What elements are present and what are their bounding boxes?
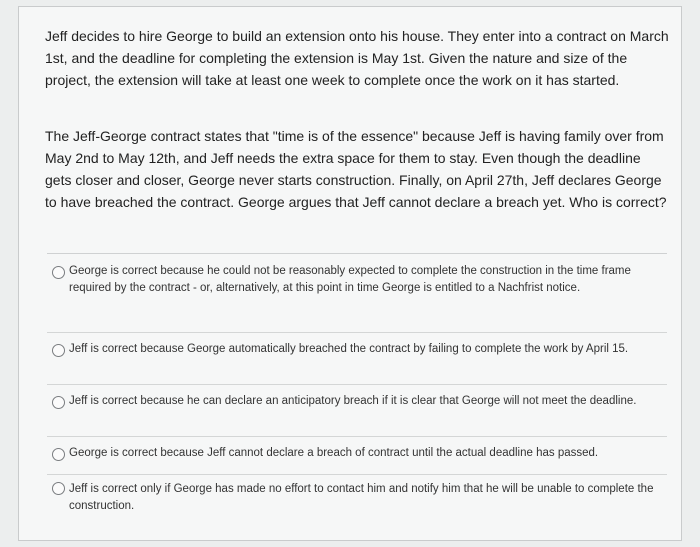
answer-option-4[interactable] <box>47 437 667 475</box>
answer-option-label: Jeff is correct because he can declare an anticipatory breach if it is clear that George will not meet the deadline. <box>69 395 637 407</box>
radio-button-icon[interactable] <box>52 396 65 409</box>
question-paragraph-1: Jeff decides to hire George to build an extension onto his house. They enter into a contract on March 1st, and the deadline for completing the extension is May 1st. Given the nature and size of the project, the extension will take at least one week to complete once the work on it has started. <box>45 28 669 88</box>
answer-option-1[interactable] <box>47 261 667 333</box>
answer-option-label: George is correct because Jeff cannot declare a breach of contract until the actual deadline has passed. <box>69 447 599 459</box>
answer-option-3[interactable] <box>47 385 667 437</box>
question-paragraph-2: The Jeff-George contract states that "time is of the essence" because Jeff is having family over from May 2nd to May 12th, and Jeff needs the extra space for them to stay. Even though the deadline gets closer and closer, George never starts construction. Finally, on April 27th, Jeff declares George to have breached the contract. George argues that Jeff cannot declare a breach yet. Who is correct? <box>45 128 667 210</box>
answer-option-5[interactable] <box>47 475 667 523</box>
answer-option-label: Jeff is correct only if George has made no effort to contact him and notify him that he will be unable to complete the construction. <box>69 483 654 512</box>
radio-button-icon[interactable] <box>52 266 65 279</box>
answer-option-label: Jeff is correct because George automatically breached the contract by failing to complete the work by April 15. <box>69 343 629 355</box>
radio-button-icon[interactable] <box>52 482 65 495</box>
answer-option-label: George is correct because he could not be reasonably expected to complete the construction in the time frame required by the contract - or, alternatively, at this point in time George is entitled to a Nachfrist notice. <box>69 265 631 294</box>
question-panel <box>18 6 682 541</box>
answer-option-2[interactable] <box>47 333 667 385</box>
radio-button-icon[interactable] <box>52 448 65 461</box>
question-divider <box>47 253 667 254</box>
radio-button-icon[interactable] <box>52 344 65 357</box>
